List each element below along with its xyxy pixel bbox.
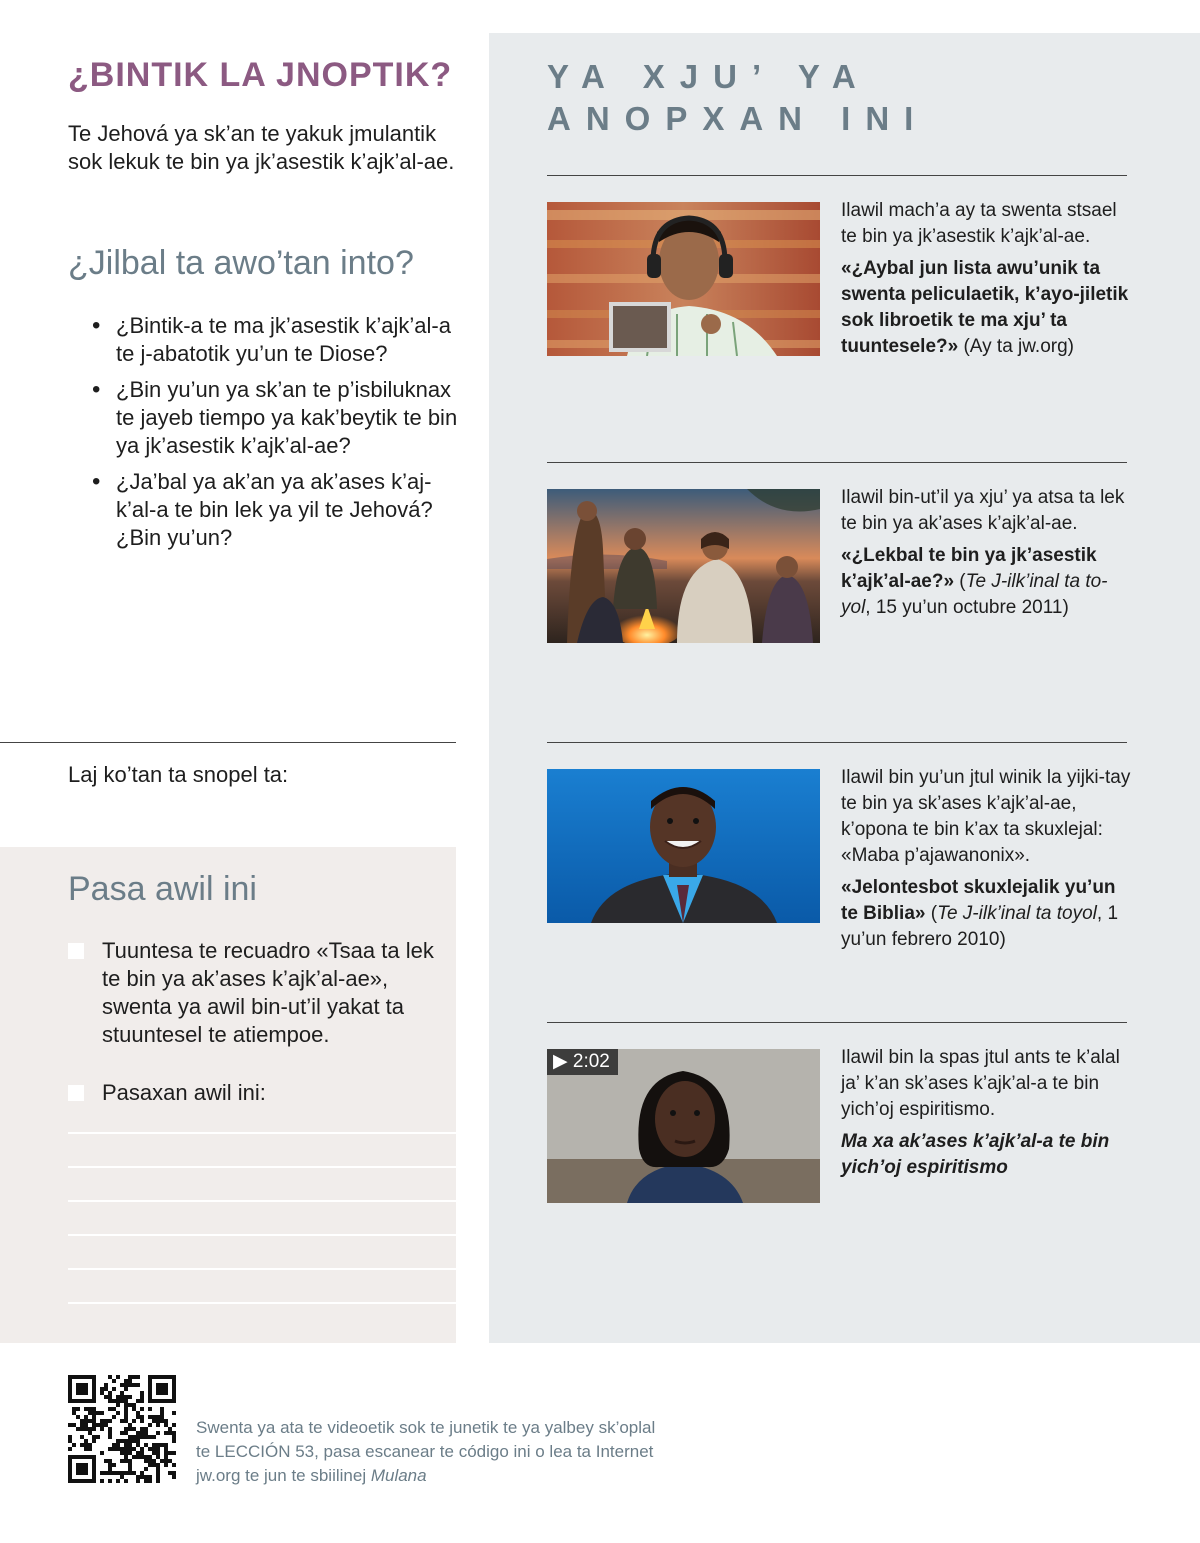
resource-source: (Ay ta jw.org) bbox=[958, 336, 1075, 357]
video-title[interactable]: Ma xa ak’ases k’ajk’al-a te bin yich’oj espiritismo bbox=[841, 1131, 1110, 1178]
resource-divider bbox=[547, 1022, 1127, 1023]
resource-divider bbox=[547, 462, 1127, 463]
left-divider bbox=[0, 742, 456, 743]
resource-publication: Te J-ilk’inal ta to-yol bbox=[841, 571, 1108, 618]
resource-reference[interactable] bbox=[841, 543, 1131, 621]
write-in-line[interactable] bbox=[68, 1234, 456, 1236]
footer-main-text: Swenta ya ata te videoetik sok te junetik te ya yalbey sk’oplal te LECCIÓN 53, pasa escanear te código ini o lea ta Internet jw.org te jun te sbiilinej bbox=[196, 1418, 656, 1485]
resource-title[interactable]: «¿Lekbal te bin ya jk’asestik k’ajk’al-ae?» bbox=[841, 545, 1097, 592]
resource-source-date: , 15 yu’un octubre 2011) bbox=[865, 597, 1069, 618]
review-question: • ¿Bin yu’un ya sk’an te p’isbiluknax te jayeb tiempo ya kak’beytik te bin ya jk’asestik k’ajk’al-ae? bbox=[92, 376, 462, 460]
date-completed-label: Laj ko’tan ta snopel ta: bbox=[68, 762, 289, 787]
resource-title[interactable]: «¿Aybal jun lista awu’unik ta swenta peliculaetik, k’ayo-jiletik sok libroetik te ma xju’ ta tuuntesele?» bbox=[841, 258, 1129, 357]
video-duration-badge bbox=[547, 1049, 618, 1075]
resource-title[interactable]: «Jelontesbot skuxlejalik yu’un te Biblia» bbox=[841, 877, 1116, 924]
review-question: • ¿Ja’bal ya ak’an ya ak’ases k’aj-k’al-a te bin lek ya yil te Jehová? ¿Bin yu’un? bbox=[92, 468, 462, 552]
write-in-line[interactable] bbox=[68, 1200, 456, 1202]
resource-text bbox=[841, 765, 1131, 953]
resource-source-open: ( bbox=[954, 571, 966, 592]
assignment-item[interactable] bbox=[68, 937, 438, 1049]
footer-book-title: Mulana bbox=[370, 1466, 427, 1485]
write-in-line[interactable] bbox=[68, 1166, 456, 1168]
resource-divider bbox=[547, 742, 1127, 743]
summary-title: ¿BINTIK LA JNOPTIK? bbox=[68, 56, 453, 94]
checkbox[interactable] bbox=[68, 1085, 84, 1101]
resource-text bbox=[841, 198, 1131, 360]
resource-description: Ilawil bin-ut’il ya xju’ ya atsa ta lek te bin ya ak’ases k’ajk’al-ae. bbox=[841, 487, 1125, 534]
review-questions bbox=[92, 312, 462, 560]
assignment-title: Pasa awil ini bbox=[68, 870, 257, 908]
resource-image-teen-headphones[interactable] bbox=[547, 202, 820, 356]
resource-image-smiling-man[interactable] bbox=[547, 769, 820, 923]
review-title: ¿Jilbal ta awo’tan into? bbox=[68, 244, 414, 282]
resource-text bbox=[841, 485, 1131, 621]
checkbox[interactable] bbox=[68, 943, 84, 959]
resource-source-date: , 1 yu’un febrero 2010) bbox=[841, 903, 1119, 950]
assignment-item-label: Tuuntesa te recuadro «Tsaa ta lek te bin ya ak’ases k’ajk’al-ae», swenta ya awil bin-ut’il yakat ta stuuntesel te atiempoe. bbox=[102, 938, 434, 1047]
resource-divider bbox=[547, 175, 1127, 176]
explore-title: YA XJU’ YA ANOPXAN INI bbox=[547, 58, 929, 137]
review-question: • ¿Bintik-a te ma jk’asestik k’ajk’al-a te j-abatotik yu’un te Diose? bbox=[92, 312, 462, 368]
summary-text: Te Jehová ya sk’an te yakuk jmulantik sok lekuk te bin ya jk’asestik k’ajk’al-ae. bbox=[68, 121, 455, 174]
write-in-line[interactable] bbox=[68, 1268, 456, 1270]
resource-reference[interactable] bbox=[841, 875, 1131, 953]
resource-source-open: ( bbox=[925, 903, 938, 924]
write-in-line[interactable] bbox=[68, 1302, 456, 1304]
video-duration: 2:02 bbox=[572, 1051, 610, 1072]
resource-text bbox=[841, 1045, 1131, 1181]
write-in-line[interactable] bbox=[68, 1132, 456, 1134]
resource-reference[interactable] bbox=[841, 1129, 1131, 1181]
qr-code-graphic bbox=[68, 1375, 176, 1483]
resource-reference[interactable] bbox=[841, 256, 1131, 360]
assignment-item-label: Pasaxan awil ini: bbox=[102, 1080, 266, 1105]
resource-description: Ilawil mach’a ay ta swenta stsael te bin ya jk’asestik k’ajk’al-ae. bbox=[841, 200, 1117, 247]
resource-image-campfire[interactable] bbox=[547, 489, 820, 643]
footer-text bbox=[196, 1416, 666, 1488]
video-thumbnail-woman[interactable] bbox=[547, 1049, 820, 1203]
resource-publication: Te J-ilk’inal ta toyol bbox=[937, 903, 1097, 924]
resource-description: Ilawil bin la spas jtul ants te k’alal ja’ k’an sk’ases k’ajk’al-a te bin yich’oj espiritismo. bbox=[841, 1047, 1120, 1120]
qr-code[interactable] bbox=[68, 1375, 176, 1483]
play-icon: ▶ bbox=[553, 1051, 573, 1072]
assignment-item[interactable] bbox=[68, 1079, 438, 1107]
resource-description: Ilawil bin yu’un jtul winik la yijki-tay te bin ya sk’ases k’ajk’al-ae, k’opona te bin k’ax ta skuxlejal: «Maba p’ajawanonix». bbox=[841, 767, 1131, 866]
